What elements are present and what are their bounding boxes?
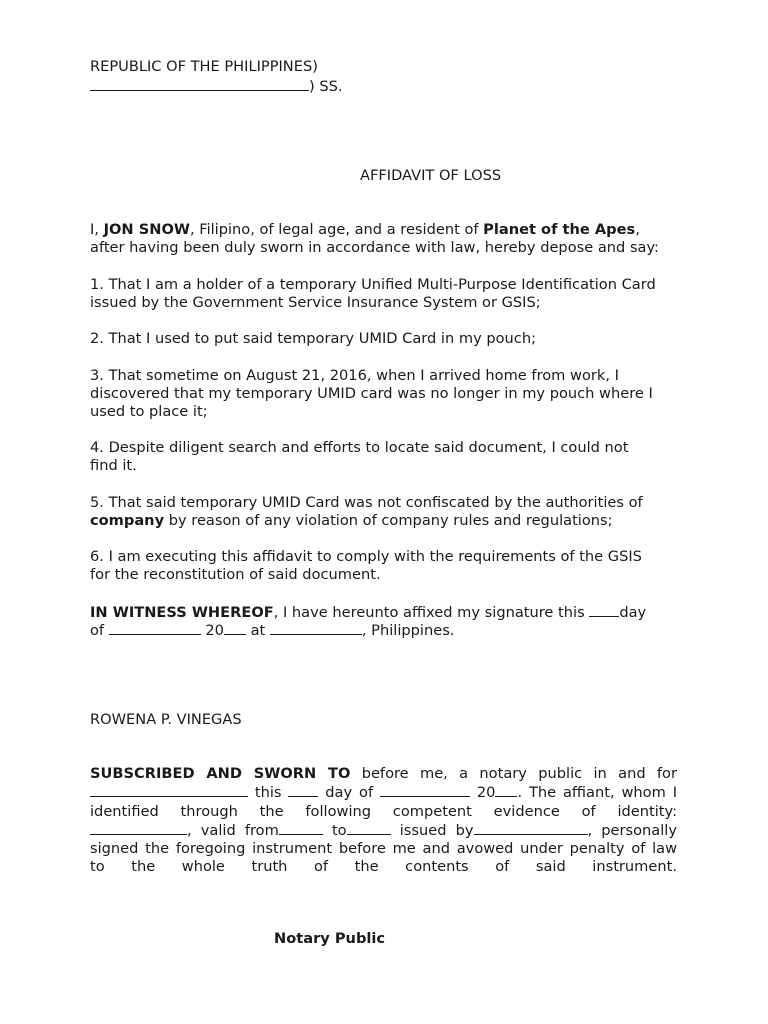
venue-blank [90,77,309,91]
intro-line-1: I, JON SNOW, Filipino, of legal age, and a resident of Planet of the Apes, [90,221,640,238]
affiant-signature-name: ROWENA P. VINEGAS [90,711,242,728]
intro-line-2: after having been duly sworn in accordance with law, hereby depose and say: [90,239,659,256]
item-4-line-1: 4. Despite diligent search and efforts to locate said document, I could not [90,439,629,456]
id-blank [90,821,187,835]
item-5-line-2: company by reason of any violation of company rules and regulations; [90,512,613,529]
valid-from-blank [279,821,323,835]
witness-line-1: IN WITNESS WHEREOF, I have hereunto affixed my signature this day [90,604,647,621]
notary-public-label: Notary Public [274,930,386,947]
jurat-line-1: SUBSCRIBED AND SWORN TO before me, a notary public in and for [90,765,677,782]
jurat-line-6: to the whole truth of the contents of said instrument. [90,858,677,876]
affiant-name: JON SNOW [103,221,190,238]
residence: Planet of the Apes [483,221,636,238]
place-blank [270,621,362,635]
item-2-line-1: 2. That I used to put said temporary UMID Card in my pouch; [90,330,536,347]
jurat-day-blank [288,783,318,797]
jurat-line-5: signed the foregoing instrument before me and avowed under penalty of law [90,840,677,858]
item-6-line-2: for the reconstitution of said document. [90,566,381,583]
jurat-paragraph [90,765,677,877]
item-6-line-1: 6. I am executing this affidavit to comply with the requirements of the GSIS [90,548,642,565]
jurat-line-4: , valid from to issued by , personally [90,821,677,840]
valid-to-blank [347,821,391,835]
day-blank [589,603,619,617]
issuer-blank [474,821,588,835]
company-name: company [90,512,165,529]
venue-ss: ) SS. [90,77,343,96]
month-blank [109,621,201,635]
jurat-line-2: this day of 20 . The affiant, whom I [90,783,677,802]
item-5-line-1: 5. That said temporary UMID Card was not confiscated by the authorities of [90,494,643,511]
document-title: AFFIDAVIT OF LOSS [360,167,502,184]
jurat-line-3: identified through the following competent evidence of identity: [90,802,677,820]
item-1-line-2: issued by the Government Service Insurance System or GSIS; [90,294,541,311]
witness-line-2: of 20 at , Philippines. [90,622,455,639]
jurat-month-blank [380,783,470,797]
item-3-line-2: discovered that my temporary UMID card was no longer in my pouch where I [90,385,653,402]
item-3-line-1: 3. That sometime on August 21, 2016, when I arrived home from work, I [90,367,619,384]
jurisdiction-blank [90,783,248,797]
venue-republic: REPUBLIC OF THE PHILIPPINES) [90,58,318,75]
item-1-line-1: 1. That I am a holder of a temporary Unified Multi-Purpose Identification Card [90,276,656,293]
jurat-year-blank [495,783,517,797]
item-3-line-3: used to place it; [90,403,208,420]
year-blank [224,621,246,635]
item-4-line-2: find it. [90,457,137,474]
